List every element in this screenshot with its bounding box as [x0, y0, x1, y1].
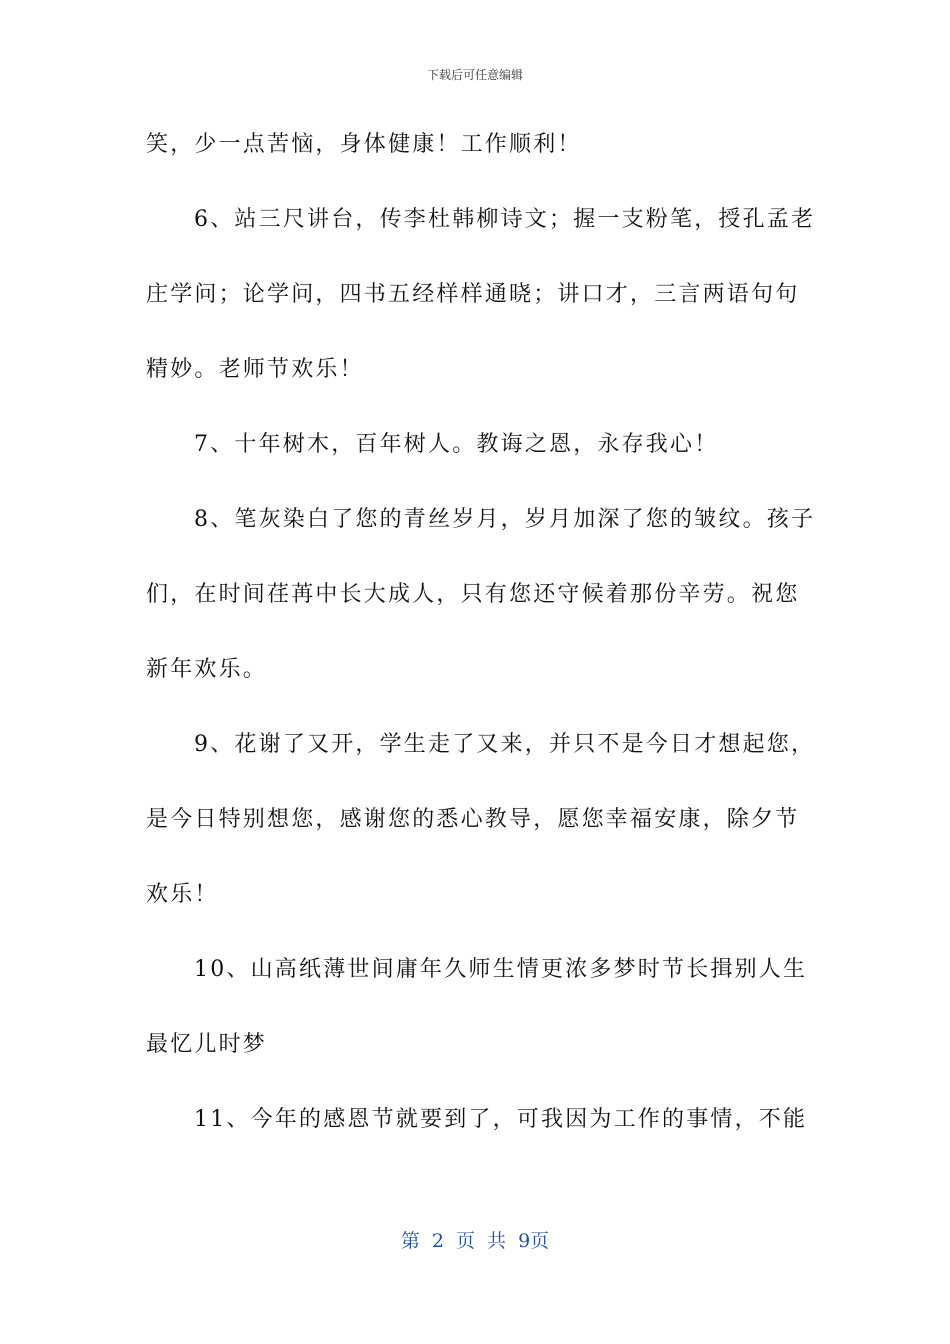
page-number-footer: 第 2 页 共 9页: [400, 1230, 550, 1252]
text-line: 11、今年的感恩节就要到了，可我因为工作的事情，不能: [194, 1107, 808, 1132]
text-line: 最忆儿时梦: [146, 1032, 268, 1057]
text-line: 7、十年树木，百年树人。教诲之恩，永存我心！: [194, 432, 719, 457]
text-line: 们，在时间荏苒中长大成人，只有您还守候着那份辛劳。祝您: [146, 582, 800, 607]
text-line: 精妙。老师节欢乐！: [146, 357, 364, 382]
text-line: 笑，少一点苦恼，身体健康！工作顺利！: [146, 132, 582, 157]
text-line: 10、山高纸薄世间庸年久师生情更浓多梦时节长揖别人生: [194, 957, 808, 982]
page-body: [146, 120, 816, 1170]
text-line: 是今日特别想您，感谢您的悉心教导，愿您幸福安康，除夕节: [146, 807, 800, 832]
text-line: 6、站三尺讲台，传李杜韩柳诗文；握一支粉笔，授孔孟老: [194, 207, 816, 232]
text-line: 欢乐！: [146, 882, 219, 907]
text-line: 庄学问；论学问，四书五经样样通晓；讲口才，三言两语句句: [146, 282, 800, 307]
text-line: 新年欢乐。: [146, 657, 268, 682]
header-note: 下载后可任意编辑: [426, 68, 523, 82]
text-line: 9、花谢了又开，学生走了又来，并只不是今日才想起您，: [194, 732, 816, 757]
text-line: 8、笔灰染白了您的青丝岁月，岁月加深了您的皱纹。孩子: [194, 507, 816, 532]
